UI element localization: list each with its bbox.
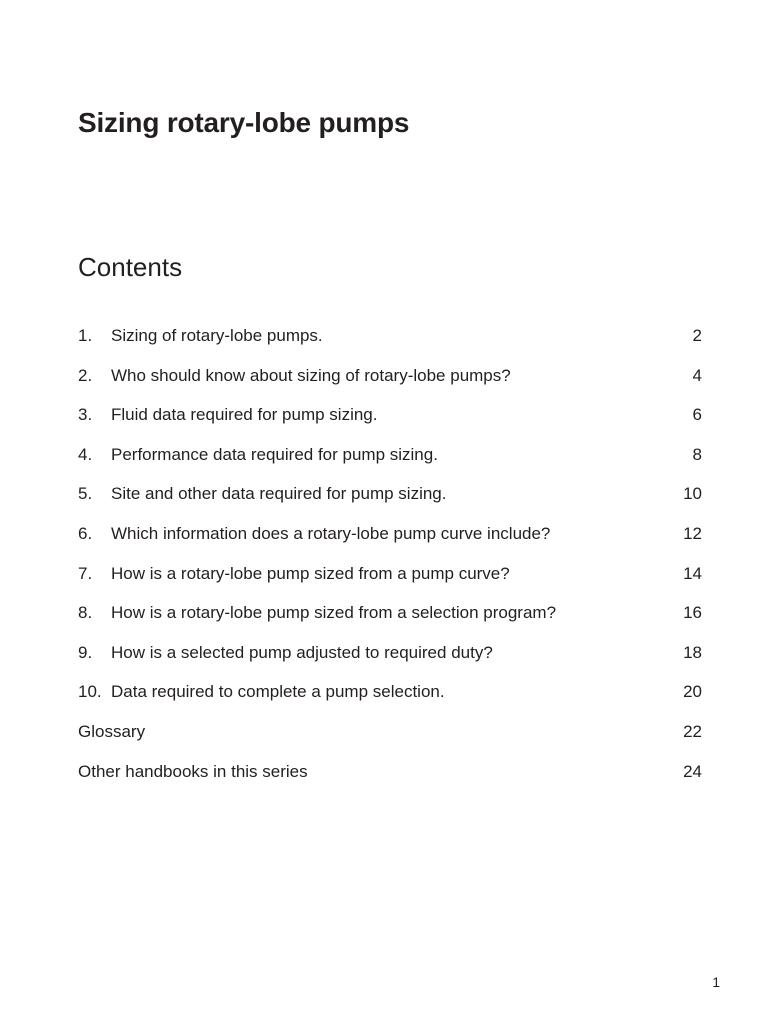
toc-entry-page: 4: [692, 365, 702, 385]
toc-entry-number: 5.: [78, 484, 93, 504]
page-number: 1: [712, 974, 720, 990]
toc-entry-title: Sizing of rotary-lobe pumps.: [111, 326, 323, 345]
toc-entry: [78, 483, 702, 523]
toc-entry-number: 8.: [78, 603, 93, 623]
toc-entry-page: 22: [683, 721, 702, 741]
toc-entry-glossary: [78, 721, 702, 761]
toc-entry: [78, 642, 702, 682]
toc-entry: [78, 523, 702, 563]
toc-entry-title: Performance data required for pump sizing.: [111, 444, 438, 464]
toc-entry-page: 16: [683, 603, 702, 623]
toc-entry-title: How is a selected pump adjusted to required duty?: [111, 642, 493, 662]
toc-entry-other-handbooks: [78, 761, 702, 801]
toc-entry-number: 2.: [78, 365, 93, 385]
toc-entry-page: 10: [683, 484, 702, 504]
toc-entry-page: 14: [683, 563, 702, 583]
toc-entry-page: 6: [692, 405, 702, 425]
toc-entry: [78, 602, 702, 642]
toc-entry-page: 20: [683, 682, 702, 702]
table-of-contents: [78, 325, 702, 800]
contents-heading: Contents: [78, 252, 183, 282]
toc-entry-number: 9.: [78, 642, 93, 662]
toc-entry: [78, 404, 702, 444]
toc-entry-title: How is a rotary-lobe pump sized from a selection program?: [111, 603, 557, 623]
toc-entry-number: 1.: [78, 326, 93, 345]
toc-entry-title: How is a rotary-lobe pump sized from a pump curve?: [111, 563, 510, 583]
toc-entry: [78, 325, 702, 365]
toc-entry-title: Other handbooks in this series: [78, 761, 308, 781]
toc-entry-page: 18: [683, 642, 702, 662]
toc-entry-page: 12: [683, 523, 702, 543]
toc-entry-page: 24: [683, 761, 702, 781]
toc-entry-title: Fluid data required for pump sizing.: [111, 405, 378, 425]
toc-entry-title: Glossary: [78, 721, 146, 741]
toc-entry: [78, 365, 702, 405]
toc-entry-title: Which information does a rotary-lobe pump curve include?: [111, 523, 551, 543]
toc-entry-title: Who should know about sizing of rotary-lobe pumps?: [111, 365, 511, 385]
toc-entry-number: 7.: [78, 563, 93, 583]
toc-entry-page: 8: [692, 444, 702, 464]
toc-entry-number: 4.: [78, 444, 93, 464]
toc-entry: [78, 681, 702, 721]
toc-entry: [78, 563, 702, 603]
toc-entry-page: 2: [692, 326, 702, 345]
toc-entry-number: 3.: [78, 405, 93, 425]
toc-entry: [78, 444, 702, 484]
toc-entry-number: 6.: [78, 523, 93, 543]
toc-entry-title: Site and other data required for pump sizing.: [111, 484, 447, 504]
toc-entry-title: Data required to complete a pump selection.: [111, 682, 445, 702]
document-title: Sizing rotary-lobe pumps: [78, 107, 410, 138]
toc-entry-number: 10.: [78, 682, 102, 702]
